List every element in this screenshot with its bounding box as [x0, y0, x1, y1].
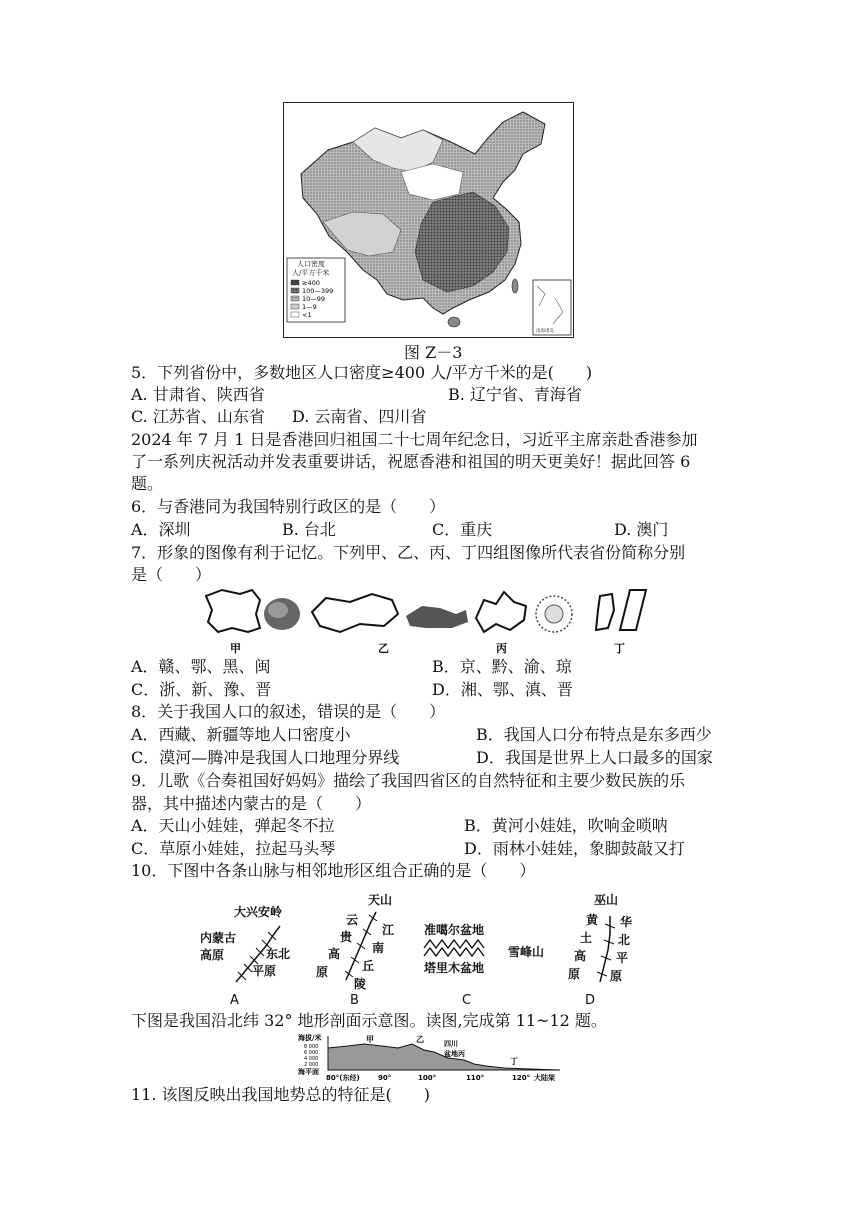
- panel-b-letter: B: [350, 993, 359, 1008]
- legend-item: 1—9: [302, 303, 317, 311]
- profile-ytick: 4 000: [304, 1056, 319, 1062]
- panel-c-letter: C: [462, 993, 472, 1008]
- q9-stem-line-1: 9．儿歌《合奏祖国好妈妈》描绘了我国四省区的自然特征和主要少数民族的乐: [131, 771, 686, 790]
- q9-option-d: D．雨林小娃娃，象脚鼓敲又打: [464, 839, 685, 858]
- passage-6-line-3: 题。: [131, 474, 164, 493]
- profile-label-yi: 乙: [416, 1035, 424, 1044]
- panel-b-left: 贵: [340, 930, 353, 944]
- panel-a-right-2: 平原: [252, 964, 277, 978]
- profile-xtick: 110°: [466, 1074, 485, 1082]
- province-shape-ding: [596, 594, 614, 630]
- q8-option-a: A．西藏、新疆等地人口密度小: [131, 725, 351, 744]
- q8-stem: 8．关于我国人口的叙述，错误的是（ ）: [131, 702, 446, 721]
- q7-option-b: B．京、黔、渝、琼: [432, 657, 572, 676]
- inset-label: 南海诸岛: [536, 329, 554, 334]
- label-jia: 甲: [230, 642, 241, 655]
- panel-a-letter: A: [230, 993, 239, 1008]
- q5-option-a: A. 甘肃省、陕西省: [131, 385, 265, 404]
- q8-option-d: D．我国是世界上人口最多的国家: [476, 748, 713, 767]
- panel-d-right: 原: [610, 969, 623, 983]
- profile-ylabel: 海拔/米: [298, 1034, 322, 1042]
- q8-option-b: B．我国人口分布特点是东多西少: [476, 725, 712, 744]
- province-shapes-figure: [200, 584, 660, 656]
- q9-option-c: C．草原小娃娃，拉起马头琴: [131, 839, 336, 858]
- panel-b-left: 原: [316, 965, 329, 979]
- panel-a-right-1: 东北: [266, 947, 291, 961]
- q11-stem: 11. 该图反映出我国地势总的特征是( ): [131, 1085, 431, 1104]
- province-shape-yi: [312, 594, 398, 632]
- profile-label-jia: 甲: [366, 1035, 374, 1044]
- panel-d-right: 平: [616, 951, 629, 965]
- profile-label-bing: 盆地丙: [444, 1050, 465, 1058]
- terrain-profile-figure: [298, 1032, 564, 1084]
- profile-label-sichuan: 四川: [444, 1040, 458, 1048]
- q7-option-a: A．赣、鄂、黑、闽: [131, 657, 271, 676]
- q7-stem-line-1: 7．形象的图像有利于记忆。下列甲、乙、丙、丁四组图像所代表省份简称分别: [131, 543, 686, 562]
- passage-6-line-1: 2024 年 7 月 1 日是香港回归祖国二十七周年纪念日，习近平主席亲赴香港参加: [131, 430, 698, 449]
- legend-title-2: 人/平方千米: [292, 269, 330, 277]
- q9-option-b: B．黄河小娃娃，吹响金唢呐: [464, 816, 668, 835]
- q5-option-b: B. 辽宁省、青海省: [448, 385, 582, 404]
- panel-d-left: 土: [580, 931, 593, 945]
- q7-option-c: C．浙、新、豫、晋: [131, 680, 272, 699]
- animal-image-2: [406, 606, 468, 628]
- panel-a-left-1: 内蒙古: [200, 931, 237, 945]
- q8-option-c: C．漠河—腾冲是我国人口地理分界线: [131, 748, 400, 767]
- panel-c-bottom: 塔里木盆地: [424, 961, 485, 975]
- mountain-terrain-figure: [196, 886, 636, 1010]
- q7-stem-line-2: 是（ ）: [131, 565, 212, 584]
- passage-6-line-2: 了一系列庆祝活动并发表重要讲话，祝愿香港和祖国的明天更美好！据此回答 6: [131, 452, 691, 471]
- q7-option-d: D．湘、鄂、滇、晋: [432, 680, 573, 699]
- profile-xtick: 100°: [418, 1074, 437, 1082]
- profile-label-ding: 丁: [510, 1057, 518, 1066]
- q6-option-a: A．深圳: [131, 520, 191, 539]
- profile-xtick: 120°: [512, 1074, 531, 1082]
- panel-c-top: 准噶尔盆地: [424, 923, 485, 937]
- panel-b-right: 丘: [362, 959, 375, 973]
- legend-item: <1: [302, 311, 312, 319]
- passage-11: 下图是我国沿北纬 32° 地形剖面示意图。读图,完成第 11~12 题。: [131, 1011, 607, 1030]
- panel-d-right: 北: [618, 933, 631, 947]
- panel-a-mountain: 大兴安岭: [234, 905, 283, 919]
- profile-ytick: 6 000: [304, 1050, 319, 1056]
- panel-b-left: 云: [346, 913, 359, 927]
- panel-c-right: 雪峰山: [508, 945, 545, 959]
- label-yi: 乙: [378, 642, 389, 655]
- q9-option-a: A．天山小娃娃，弹起冬不拉: [131, 816, 335, 835]
- q6-stem: 6．与香港同为我国特别行政区的是（ ）: [131, 497, 446, 516]
- panel-d-mountain: 巫山: [594, 893, 619, 907]
- panel-d: [568, 893, 632, 1008]
- q5-option-d: D. 云南省、四川省: [292, 407, 427, 426]
- q6-option-d: D. 澳门: [614, 520, 669, 539]
- panel-b-left: 高: [328, 947, 341, 961]
- panel-b-right: 南: [372, 941, 385, 955]
- panel-d-left: 高: [574, 949, 587, 963]
- panel-a-left-2: 高原: [200, 948, 225, 962]
- legend-item: 10—99: [302, 295, 326, 303]
- q10-stem: 10．下图中各条山脉与相邻地形区组合正确的是（ ）: [131, 861, 536, 880]
- label-ding: 丁: [614, 642, 625, 655]
- label-bing: 丙: [496, 642, 507, 655]
- panel-b: [316, 892, 395, 1008]
- province-shape-jia: [206, 590, 260, 632]
- profile-xtick: 80°(东经): [326, 1074, 360, 1082]
- q9-stem-line-2: 器，其中描述内蒙古的是（ ）: [131, 794, 372, 813]
- panel-a: [200, 904, 290, 1008]
- panel-b-mountain: 天山: [368, 893, 393, 907]
- legend-item: ≥400: [302, 279, 320, 287]
- panel-d-left: 黄: [586, 913, 599, 927]
- q6-option-b: B. 台北: [282, 520, 336, 539]
- q6-option-c: C．重庆: [432, 520, 493, 539]
- panel-d-letter: D: [585, 993, 596, 1008]
- panel-d-right: 华: [620, 915, 633, 929]
- panel-d-left: 原: [568, 967, 581, 981]
- profile-ytick: 8 000: [304, 1044, 319, 1050]
- q5-stem: 5．下列省份中，多数地区人口密度≥400 人/平方千米的是( ): [131, 363, 593, 382]
- legend-title-1: 人口密度: [297, 260, 325, 268]
- figure-caption: 图 Z－3: [404, 343, 463, 362]
- panel-b-right: 陵: [354, 977, 367, 991]
- province-shape-bing: [476, 592, 526, 632]
- legend-item: 100—399: [302, 287, 334, 295]
- profile-end-label: 大陆架: [534, 1074, 555, 1082]
- profile-ytick: 2 000: [304, 1062, 319, 1068]
- panel-b-right: 江: [382, 923, 395, 937]
- panel-c: [423, 922, 544, 1008]
- profile-xtick: 90°: [378, 1074, 392, 1082]
- population-density-map: [283, 102, 574, 338]
- profile-sea-level: 海平面: [298, 1068, 319, 1076]
- q5-option-c: C. 江苏省、山东省: [131, 407, 265, 426]
